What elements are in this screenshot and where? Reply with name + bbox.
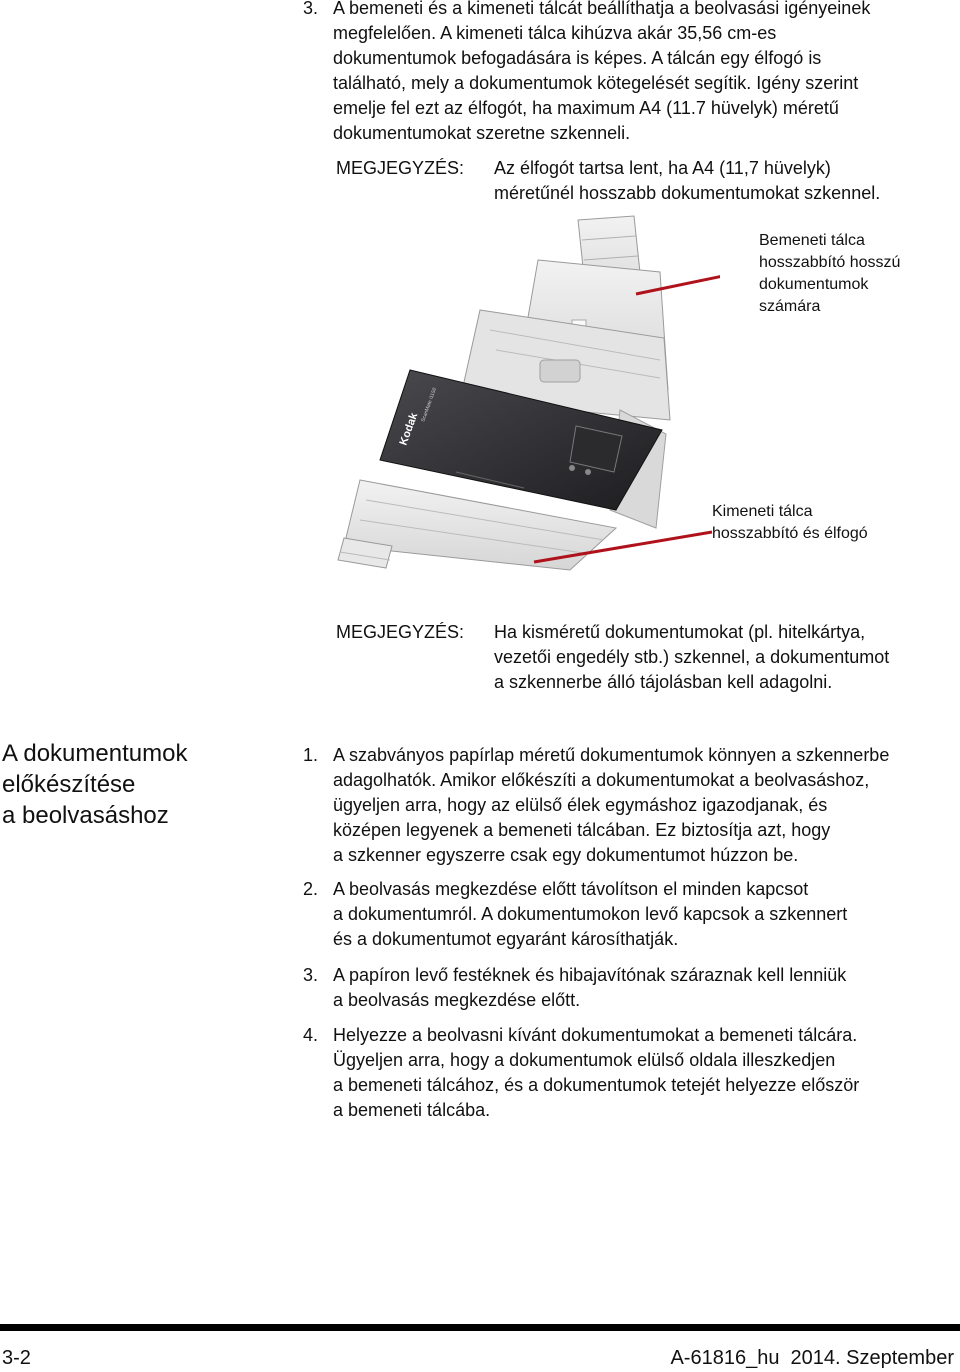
item-line: a szkenner egyszerre csak egy dokumentumot húzzon be. — [333, 845, 799, 865]
item-line: a bemeneti tálcába. — [333, 1100, 491, 1120]
top-item-line: emelje fel ezt az élfogót, ha maximum A4 (11.7 hüvelyk) méretű — [333, 98, 839, 118]
callout-line: dokumentumok — [759, 276, 869, 293]
model-label: ScanMate i1150 — [420, 387, 439, 423]
callout-output-tray — [712, 501, 868, 545]
scanner-illustration — [320, 210, 720, 590]
note2-line: Ha kisméretű dokumentumokat (pl. hitelkártya, — [494, 622, 866, 642]
item-line: Helyezze a beolvasni kívánt dokumentumokat a bemeneti tálcára. — [333, 1025, 858, 1045]
section-heading-line: előkészítése — [2, 771, 136, 798]
note1-label: MEGJEGYZÉS: — [336, 158, 465, 178]
section-heading-line: A dokumentumok — [2, 740, 188, 767]
callout-line: hosszabbító hosszú — [759, 254, 901, 271]
brand-logo: Kodak — [397, 411, 421, 448]
item-number: 1. — [303, 745, 319, 765]
item-line: a bemeneti tálcához, és a dokumentumok tetejét helyezze először — [333, 1075, 860, 1095]
note1-line: Az élfogót tartsa lent, ha A4 (11,7 hüvelyk) — [494, 158, 831, 178]
item-line: a beolvasás megkezdése előtt. — [333, 990, 581, 1010]
item-line: A papíron levő festéknek és hibajavítónak száraznak kell lenniük — [333, 965, 847, 985]
item-line: adagolhatók. Amikor előkészíti a dokumentumokat a beolvasáshoz, — [333, 770, 870, 790]
top-item-line: található, mely a dokumentumok kötegelését segítik. Igény szerint — [333, 73, 859, 93]
note1-text — [494, 156, 880, 206]
top-item-line: dokumentumokat szeretne szkenneli. — [333, 123, 631, 143]
item-text — [333, 1023, 859, 1123]
top-item-text — [333, 0, 870, 146]
top-item-number: 3. — [303, 0, 319, 18]
section-heading-line: a beolvasáshoz — [2, 802, 169, 829]
document-id: A-61816_hu 2014. Szeptember — [670, 1347, 954, 1369]
item-text — [333, 877, 847, 952]
top-item-line: megfelelően. A kimeneti tálca kihúzva akár 35,56 cm-es — [333, 23, 777, 43]
item-number: 2. — [303, 879, 319, 899]
item-number: 3. — [303, 965, 319, 985]
callout-input-tray — [759, 230, 900, 318]
item-number: 4. — [303, 1025, 319, 1045]
callout-line: Bemeneti tálca — [759, 232, 865, 249]
callout-line: Kimeneti tálca — [712, 503, 813, 520]
callout-line: hosszabbító és élfogó — [712, 525, 868, 542]
note2-line: vezetői engedély stb.) szkennel, a dokumentumot — [494, 647, 890, 667]
page-number: 3-2 — [2, 1347, 31, 1369]
item-line: ügyeljen arra, hogy az elülső élek egymáshoz igazodjanak, és — [333, 795, 828, 815]
item-line: A szabványos papírlap méretű dokumentumok könnyen a szkennerbe — [333, 745, 890, 765]
item-line: és a dokumentumot egyaránt károsíthatják. — [333, 929, 679, 949]
top-item-line: dokumentumok befogadására is képes. A tálcán egy élfogó is — [333, 48, 822, 68]
scanner-button — [585, 469, 591, 475]
note2-label: MEGJEGYZÉS: — [336, 622, 465, 642]
footer-rule — [0, 1324, 960, 1331]
item-text — [333, 963, 846, 1013]
note2-text — [494, 620, 889, 695]
callout-line: számára — [759, 298, 821, 315]
item-line: a dokumentumról. A dokumentumokon levő kapcsok a szkennert — [333, 904, 848, 924]
note2-line: a szkennerbe álló tájolásban kell adagolni. — [494, 672, 833, 692]
note1-line: méretűnél hosszabb dokumentumokat szkennel. — [494, 183, 881, 203]
section-heading — [2, 738, 187, 831]
scanner-button — [569, 465, 575, 471]
item-line: Ügyeljen arra, hogy a dokumentumok elülső oldala illeszkedjen — [333, 1050, 836, 1070]
item-text — [333, 743, 889, 868]
item-line: A beolvasás megkezdése előtt távolítson el minden kapcsot — [333, 879, 809, 899]
item-line: középen legyenek a bemeneti tálcában. Ez biztosítja azt, hogy — [333, 820, 831, 840]
top-item-line: A bemeneti és a kimeneti tálcát beállíthatja a beolvasási igényeinek — [333, 0, 871, 18]
